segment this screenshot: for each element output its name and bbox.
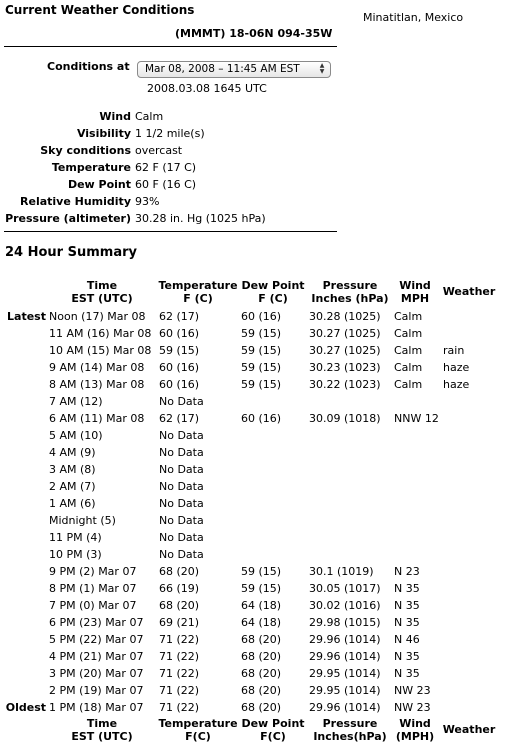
time-cell: 10 PM (3): [49, 548, 102, 561]
temperature-cell: 71 (22): [159, 650, 200, 663]
dew-point-cell: 68 (20): [241, 650, 282, 663]
pressure-cell: 29.95 (1014): [309, 667, 381, 680]
temperature-cell: 60 (16): [159, 327, 200, 340]
temperature-cell: No Data: [159, 548, 204, 561]
pressure-cell: 30.02 (1016): [309, 599, 381, 612]
pressure-cell: 30.22 (1023): [309, 378, 381, 391]
wind-cell: N 35: [394, 599, 420, 612]
wind-column-footer: Wind (MPH): [395, 717, 435, 743]
temperature-cell: 68 (20): [159, 599, 200, 612]
temperature-cell: 71 (22): [159, 684, 200, 697]
table-row: [0, 701, 524, 718]
temperature-label: Temperature: [51, 161, 131, 174]
temperature-cell: 68 (20): [159, 565, 200, 578]
dew-point-cell: 68 (20): [241, 701, 282, 714]
time-cell: 5 PM (22) Mar 07: [49, 633, 144, 646]
time-column-footer: Time EST (UTC): [71, 717, 133, 743]
wind-cell: Calm: [394, 378, 423, 391]
table-row: [0, 531, 524, 548]
temperature-cell: 71 (22): [159, 667, 200, 680]
wind-column-header: Wind MPH: [399, 279, 431, 305]
temperature-cell: No Data: [159, 480, 204, 493]
time-cell: 7 PM (0) Mar 07: [49, 599, 137, 612]
humidity-value: 93%: [135, 195, 160, 208]
dew-point-cell: 60 (16): [241, 310, 282, 323]
wind-cell: Calm: [394, 310, 423, 323]
dew-point-cell: 64 (18): [241, 599, 282, 612]
dew-point-cell: 60 (16): [241, 412, 282, 425]
wind-cell: N 23: [394, 565, 420, 578]
wind-cell: N 46: [394, 633, 420, 646]
humidity-label: Relative Humidity: [20, 195, 131, 208]
temperature-cell: 62 (17): [159, 412, 200, 425]
weather-column-footer: Weather: [442, 723, 496, 736]
time-cell: 1 PM (18) Mar 07: [49, 701, 144, 714]
weather-cell: haze: [443, 361, 470, 374]
pressure-cell: 29.96 (1014): [309, 633, 381, 646]
wind-cell: NW 23: [394, 684, 431, 697]
weather-column-header: Weather: [442, 285, 496, 298]
pressure-cell: 30.1 (1019): [309, 565, 374, 578]
time-cell: 4 AM (9): [49, 446, 96, 459]
table-row: [0, 463, 524, 480]
time-cell: 11 AM (16) Mar 08: [49, 327, 152, 340]
table-row: [0, 684, 524, 701]
time-cell: 7 AM (12): [49, 395, 103, 408]
wind-cell: N 35: [394, 667, 420, 680]
wind-cell: NNW 12: [394, 412, 439, 425]
utc-time: 2008.03.08 1645 UTC: [147, 82, 267, 95]
location-name: Minatitlan, Mexico: [363, 11, 464, 24]
table-row: [0, 378, 524, 395]
dew-point-cell: 59 (15): [241, 378, 282, 391]
wind-cell: N 35: [394, 582, 420, 595]
table-row: [0, 582, 524, 599]
pressure-cell: 29.96 (1014): [309, 650, 381, 663]
temperature-column-header: Temperature F (C): [158, 279, 238, 305]
time-cell: 10 AM (15) Mar 08: [49, 344, 152, 357]
dew-point-value: 60 F (16 C): [135, 178, 197, 191]
time-cell: Noon (17) Mar 08: [49, 310, 146, 323]
wind-cell: Calm: [394, 327, 423, 340]
select-arrows-icon: ▲ ▼: [319, 62, 325, 75]
station-id: (MMMT) 18-06N 094-35W: [175, 27, 333, 40]
temperature-value: 62 F (17 C): [135, 161, 197, 174]
time-cell: 9 PM (2) Mar 07: [49, 565, 137, 578]
time-cell: 2 PM (19) Mar 07: [49, 684, 144, 697]
sky-conditions-value: overcast: [135, 144, 183, 157]
summary-title: 24 Hour Summary: [5, 245, 137, 260]
table-row: [0, 480, 524, 497]
table-row: [0, 361, 524, 378]
time-cell: 6 PM (23) Mar 07: [49, 616, 144, 629]
pressure-cell: 29.96 (1014): [309, 701, 381, 714]
table-row: [0, 599, 524, 616]
temperature-cell: No Data: [159, 531, 204, 544]
pressure-cell: 29.98 (1015): [309, 616, 381, 629]
temperature-cell: No Data: [159, 446, 204, 459]
dew-point-cell: 68 (20): [241, 684, 282, 697]
table-row: [0, 650, 524, 667]
wind-cell: Calm: [394, 344, 423, 357]
pressure-cell: 30.27 (1025): [309, 344, 381, 357]
wind-cell: Calm: [394, 361, 423, 374]
pressure-value: 30.28 in. Hg (1025 hPa): [135, 212, 266, 225]
table-row: [0, 429, 524, 446]
row-marker: Latest: [7, 310, 46, 323]
temperature-cell: 69 (21): [159, 616, 200, 629]
table-row: [0, 565, 524, 582]
visibility-value: 1 1/2 mile(s): [135, 127, 205, 140]
sky-conditions-label: Sky conditions: [40, 144, 131, 157]
weather-cell: haze: [443, 378, 470, 391]
pressure-column-footer: Pressure Inches(hPa): [313, 717, 387, 743]
pressure-cell: 30.23 (1023): [309, 361, 381, 374]
observation-time-select[interactable]: [137, 61, 331, 78]
table-row: [0, 667, 524, 684]
dew-point-cell: 59 (15): [241, 361, 282, 374]
temperature-cell: 71 (22): [159, 701, 200, 714]
table-row: [0, 344, 524, 361]
time-column-header: Time EST (UTC): [71, 279, 133, 305]
wind-label: Wind: [99, 110, 131, 123]
dew-point-cell: 59 (15): [241, 327, 282, 340]
time-cell: 8 PM (1) Mar 07: [49, 582, 137, 595]
divider: [4, 231, 337, 232]
table-row: [0, 497, 524, 514]
temperature-cell: 59 (15): [159, 344, 200, 357]
temperature-cell: 60 (16): [159, 361, 200, 374]
table-row: [0, 327, 524, 344]
dew-point-cell: 68 (20): [241, 667, 282, 680]
page-title: Current Weather Conditions: [5, 3, 195, 17]
pressure-cell: 30.28 (1025): [309, 310, 381, 323]
dew-point-cell: 68 (20): [241, 633, 282, 646]
time-cell: 5 AM (10): [49, 429, 103, 442]
pressure-column-header: Pressure Inches (hPa): [311, 279, 389, 305]
time-cell: Midnight (5): [49, 514, 116, 527]
dew-point-column-footer: Dew Point F(C): [241, 717, 305, 743]
dew-point-cell: 64 (18): [241, 616, 282, 629]
time-cell: 9 AM (14) Mar 08: [49, 361, 145, 374]
pressure-cell: 30.27 (1025): [309, 327, 381, 340]
wind-cell: N 35: [394, 650, 420, 663]
dew-point-column-header: Dew Point F (C): [241, 279, 305, 305]
table-row: [0, 310, 524, 327]
time-cell: 1 AM (6): [49, 497, 96, 510]
dew-point-cell: 59 (15): [241, 344, 282, 357]
pressure-cell: 29.95 (1014): [309, 684, 381, 697]
time-cell: 11 PM (4): [49, 531, 102, 544]
temperature-cell: 60 (16): [159, 378, 200, 391]
temperature-cell: No Data: [159, 497, 204, 510]
temperature-column-footer: Temperature F(C): [158, 717, 238, 743]
table-row: [0, 412, 524, 429]
wind-cell: N 35: [394, 616, 420, 629]
table-row: [0, 616, 524, 633]
time-cell: 3 PM (20) Mar 07: [49, 667, 144, 680]
time-cell: 3 AM (8): [49, 463, 96, 476]
temperature-cell: No Data: [159, 395, 204, 408]
dew-point-cell: 59 (15): [241, 582, 282, 595]
weather-cell: rain: [443, 344, 465, 357]
table-row: [0, 514, 524, 531]
temperature-cell: 71 (22): [159, 633, 200, 646]
temperature-cell: No Data: [159, 463, 204, 476]
time-cell: 6 AM (11) Mar 08: [49, 412, 145, 425]
pressure-cell: 30.05 (1017): [309, 582, 381, 595]
table-row: [0, 395, 524, 412]
temperature-cell: 62 (17): [159, 310, 200, 323]
time-cell: 2 AM (7): [49, 480, 96, 493]
time-cell: 8 AM (13) Mar 08: [49, 378, 145, 391]
time-cell: 4 PM (21) Mar 07: [49, 650, 144, 663]
pressure-cell: 30.09 (1018): [309, 412, 381, 425]
pressure-label: Pressure (altimeter): [5, 212, 131, 225]
observation-time-value: Mar 08, 2008 – 11:45 AM EST: [145, 63, 300, 75]
temperature-cell: 66 (19): [159, 582, 200, 595]
dew-point-cell: 59 (15): [241, 565, 282, 578]
table-row: [0, 633, 524, 650]
visibility-label: Visibility: [76, 127, 131, 140]
temperature-cell: No Data: [159, 429, 204, 442]
divider: [4, 46, 337, 47]
wind-value: Calm: [135, 110, 164, 123]
table-row: [0, 548, 524, 565]
dew-point-label: Dew Point: [67, 178, 131, 191]
wind-cell: NW 23: [394, 701, 431, 714]
table-row: [0, 446, 524, 463]
conditions-at-label: Conditions at: [47, 60, 130, 73]
temperature-cell: No Data: [159, 514, 204, 527]
row-marker: Oldest: [5, 701, 46, 714]
